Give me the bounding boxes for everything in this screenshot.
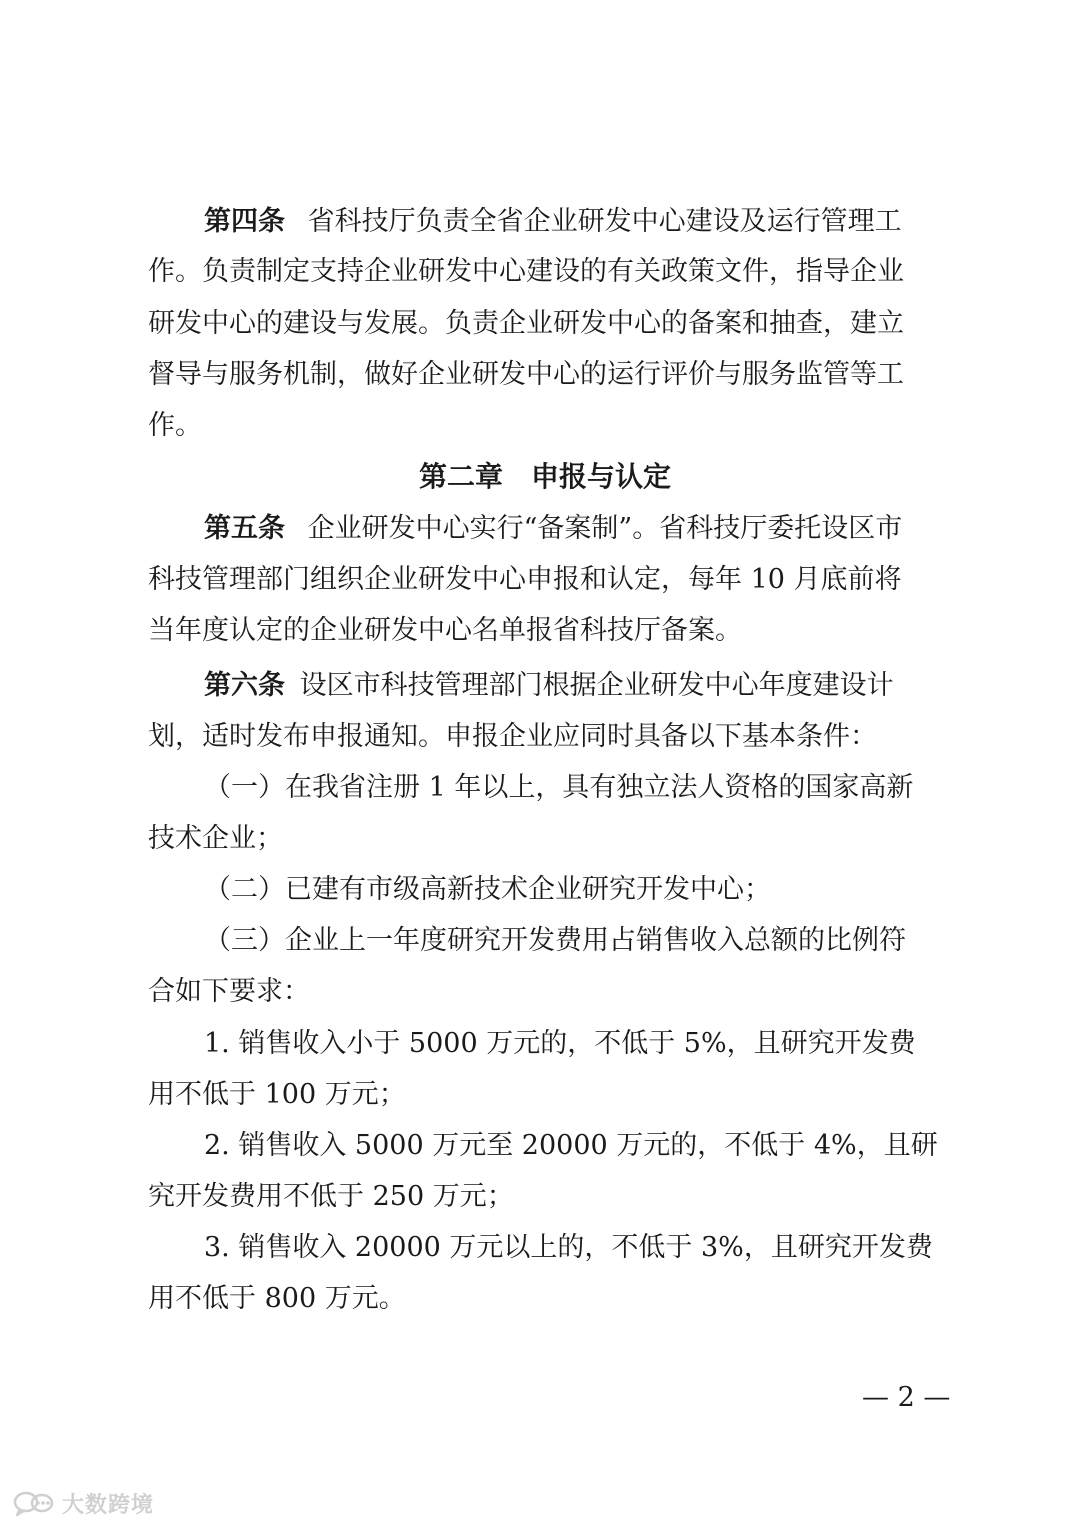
page-number: — 2 — [862,1382,951,1413]
article5-text: 企业研发中心实行“备案制”。省科技厅委托设区市 [307,513,903,544]
requirement-2-line-2: 究开发费用不低于 250 万元； [148,1181,514,1212]
watermark [12,1488,154,1518]
article5-line-2: 科技管理部门组织企业研发中心申报和认定，每年 10 月底前将 [148,564,902,595]
requirement-3-line-2: 用不低于 800 万元。 [148,1283,406,1314]
article4-text: 省科技厅负责全省企业研发中心建设及运行管理工 [307,206,902,237]
condition-1-line-2: 技术企业； [148,823,283,854]
condition-3-line-1: （三）企业上一年度研究开发费用占销售收入总额的比例符 [204,925,906,956]
requirement-2-line-1: 2. 销售收入 5000 万元至 20000 万元的，不低于 4%，且研 [204,1130,938,1161]
article4-heading: 第四条 [204,206,285,237]
requirement-1-line-2: 用不低于 100 万元； [148,1079,406,1110]
condition-1-line-1: （一）在我省注册 1 年以上，具有独立法人资格的国家高新 [204,772,914,803]
article4-line-3: 研发中心的建设与发展。负责企业研发中心的备案和抽查，建立 [148,308,904,339]
article4-line-2: 作。负责制定支持企业研发中心建设的有关政策文件，指导企业 [148,256,904,287]
article4-line-1 [204,200,902,244]
article6-line-1 [204,664,894,708]
chat-bubble-icon [12,1489,56,1517]
article6-heading: 第六条 [204,670,285,701]
chapter-heading: 第二章 申报与认定 [418,460,671,493]
article4-line-5: 作。 [148,410,202,441]
article6-line-2: 划，适时发布申报通知。申报企业应同时具备以下基本条件： [148,721,877,752]
requirement-1-line-1: 1. 销售收入小于 5000 万元的，不低于 5%，且研究开发费 [204,1028,916,1059]
article6-text: 设区市科技管理部门根据企业研发中心年度建设计 [299,670,894,701]
condition-2-line-1: （二）已建有市级高新技术企业研究开发中心； [204,874,771,905]
article4-line-4: 督导与服务机制，做好企业研发中心的运行评价与服务监管等工 [148,359,904,390]
requirement-3-line-1: 3. 销售收入 20000 万元以上的，不低于 3%，且研究开发费 [204,1232,933,1263]
watermark-text: 大数跨境 [62,1492,155,1518]
condition-3-line-2: 合如下要求： [148,976,310,1007]
article5-heading: 第五条 [204,513,285,544]
article5-line-3: 当年度认定的企业研发中心名单报省科技厅备案。 [148,615,742,646]
article5-line-1 [204,507,902,551]
